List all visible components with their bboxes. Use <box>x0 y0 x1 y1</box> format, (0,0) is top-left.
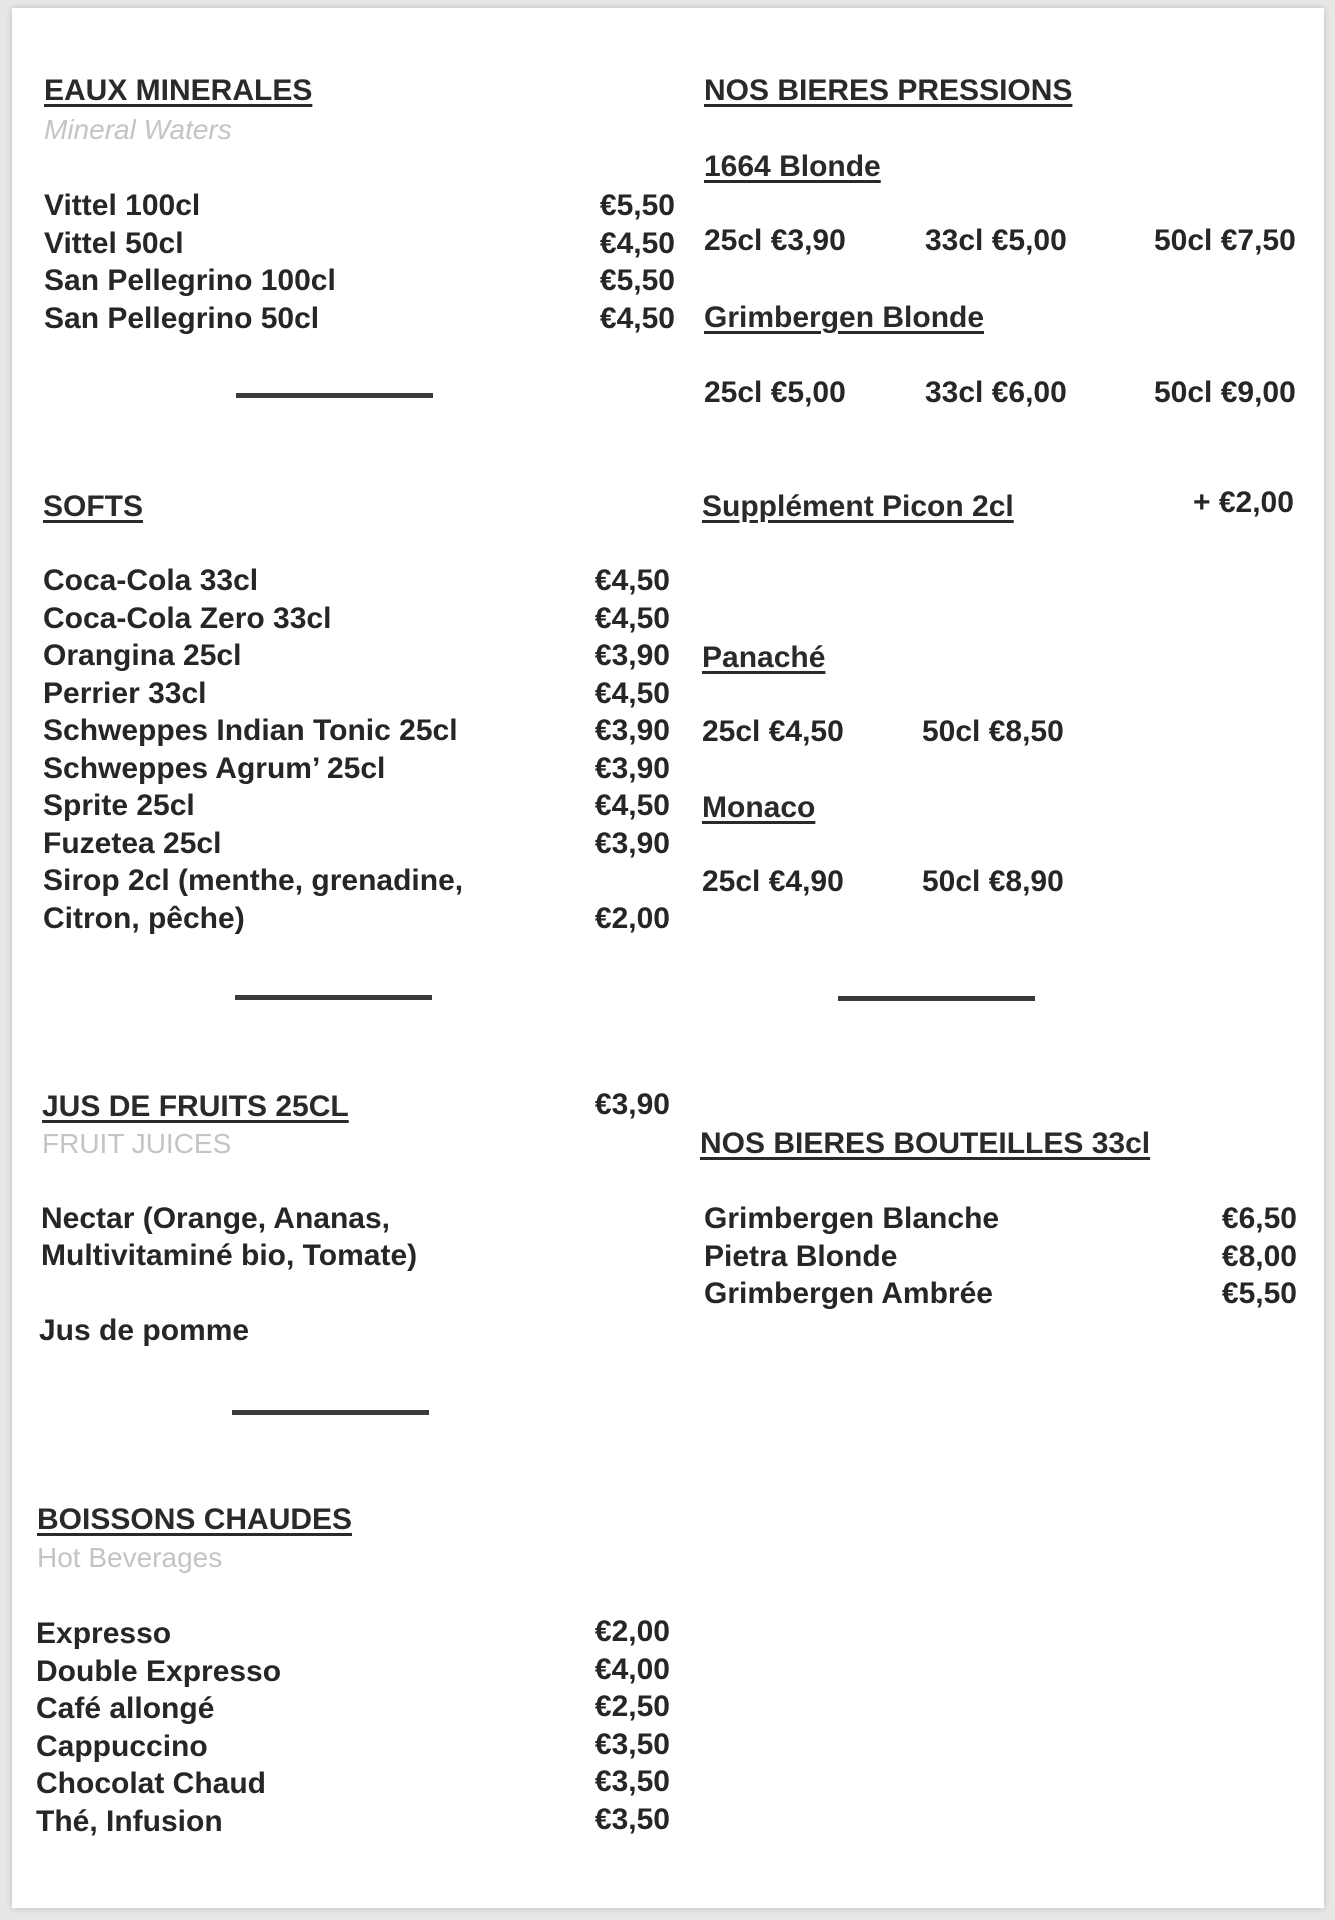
menu-item-name: Expresso <box>36 1617 172 1650</box>
menu-item-price: €5,50 <box>599 189 675 222</box>
menu-item-price: €2,00 <box>594 1615 670 1648</box>
section-title: NOS BIERES PRESSIONS <box>704 74 1073 107</box>
picon-label: Supplément Picon 2cl <box>702 490 1014 523</box>
items-names <box>43 562 463 937</box>
beer-size-price: 25cl €5,00 <box>704 376 846 409</box>
section-divider <box>236 393 433 398</box>
menu-item-name: Pietra Blonde <box>704 1239 898 1273</box>
menu-item-name: Café allongé <box>36 1692 215 1725</box>
section-title: BOISSONS CHAUDES <box>37 1503 353 1536</box>
beer-size-price: 33cl €5,00 <box>925 224 1067 257</box>
items-names <box>44 187 336 337</box>
menu-item-price: €3,90 <box>594 639 670 672</box>
section-subtitle: FRUIT JUICES <box>42 1128 232 1159</box>
beer-size-price: 25cl €4,90 <box>702 865 844 898</box>
menu-item-price: €2,00 <box>594 901 670 935</box>
picon-price: + €2,00 <box>1193 486 1294 519</box>
menu-item-price: €4,50 <box>594 789 670 822</box>
items-prices <box>535 562 670 937</box>
beer-size-price: 25cl €3,90 <box>704 224 846 257</box>
beer-size-price: 33cl €6,00 <box>925 376 1067 409</box>
menu-item-name: Grimbergen Blanche <box>704 1202 1000 1235</box>
menu-item-name: Vittel 50cl <box>44 226 184 260</box>
menu-item-name: Double Expresso <box>36 1654 282 1688</box>
menu-item-name: Perrier 33cl <box>43 676 207 710</box>
menu-item-name: Vittel 100cl <box>44 189 201 222</box>
menu-item-name: Thé, Infusion <box>36 1804 223 1838</box>
menu-item-name: Cappuccino <box>36 1729 208 1763</box>
section-price: €3,90 <box>594 1088 670 1121</box>
menu-item-name: Jus de pomme <box>39 1314 250 1347</box>
menu-item-price: €5,50 <box>1221 1277 1297 1310</box>
beer-name: Panaché <box>702 641 826 674</box>
section-divider <box>232 1410 429 1415</box>
menu-item-name: Sprite 25cl <box>43 789 195 822</box>
menu-item-price: €4,50 <box>594 676 670 710</box>
menu-item-name: Multivitaminé bio, Tomate) <box>41 1239 418 1272</box>
beer-size-price: 50cl €7,50 <box>1154 224 1296 257</box>
menu-item-price: €3,50 <box>594 1802 670 1836</box>
section-divider <box>838 996 1035 1001</box>
section-title: NOS BIERES BOUTEILLES 33cl <box>700 1127 1151 1160</box>
beer-size-price: 25cl €4,50 <box>702 715 844 748</box>
beer-name: Grimbergen Blonde <box>704 301 985 334</box>
beer-size-price: 50cl €8,90 <box>922 865 1064 898</box>
menu-item-price: €3,90 <box>594 751 670 785</box>
menu-item-price: €4,50 <box>599 301 675 335</box>
section-title: SOFTS <box>43 490 144 523</box>
menu-item-price <box>535 862 670 900</box>
section-title: EAUX MINERALES <box>44 74 313 107</box>
menu-item-price: €6,50 <box>1221 1202 1297 1235</box>
items-names <box>36 1615 281 1840</box>
menu-item-price: €4,50 <box>594 564 670 597</box>
menu-item-price: €3,90 <box>594 714 670 747</box>
section-divider <box>235 995 432 1000</box>
section-title: JUS DE FRUITS 25CL <box>42 1090 349 1123</box>
menu-item-price: €5,50 <box>599 264 675 297</box>
menu-item-name: San Pellegrino 100cl <box>44 264 336 297</box>
beer-size-price: 50cl €8,50 <box>922 715 1064 748</box>
menu-item-price: €3,50 <box>594 1765 670 1798</box>
menu-item-name: Sirop 2cl (menthe, grenadine, <box>43 864 464 897</box>
menu-item-name: San Pellegrino 50cl <box>44 301 320 335</box>
beer-name: Monaco <box>702 791 816 824</box>
section-subtitle: Mineral Waters <box>44 114 232 145</box>
menu-item-name: Fuzetea 25cl <box>43 826 222 860</box>
menu-item-price: €4,50 <box>594 601 670 635</box>
menu-item-name: Coca-Cola Zero 33cl <box>43 601 332 635</box>
menu-item-name: Schweppes Agrum’ 25cl <box>43 751 386 785</box>
menu-item-price: €8,00 <box>1221 1239 1297 1273</box>
menu-item-name: Citron, pêche) <box>43 901 245 935</box>
items-names <box>704 1200 999 1313</box>
menu-item-name: Orangina 25cl <box>43 639 242 672</box>
beer-size-price: 50cl €9,00 <box>1154 376 1296 409</box>
menu-item-price: €4,50 <box>599 226 675 260</box>
menu-item-name: Nectar (Orange, Ananas, <box>41 1202 390 1235</box>
items-prices <box>540 187 675 337</box>
menu-item-price: €3,50 <box>594 1727 670 1761</box>
section-subtitle: Hot Beverages <box>37 1542 223 1573</box>
menu-item-name: Grimbergen Ambrée <box>704 1277 993 1310</box>
menu-item-price: €2,50 <box>594 1690 670 1723</box>
beer-name: 1664 Blonde <box>704 150 881 183</box>
menu-item-price: €4,00 <box>594 1652 670 1686</box>
menu-item-name: Chocolat Chaud <box>36 1767 266 1800</box>
items-prices <box>535 1613 670 1838</box>
menu-item-name: Coca-Cola 33cl <box>43 564 259 597</box>
items-prices <box>1162 1200 1297 1313</box>
menu-item-name: Schweppes Indian Tonic 25cl <box>43 714 458 747</box>
menu-item-price: €3,90 <box>594 826 670 860</box>
